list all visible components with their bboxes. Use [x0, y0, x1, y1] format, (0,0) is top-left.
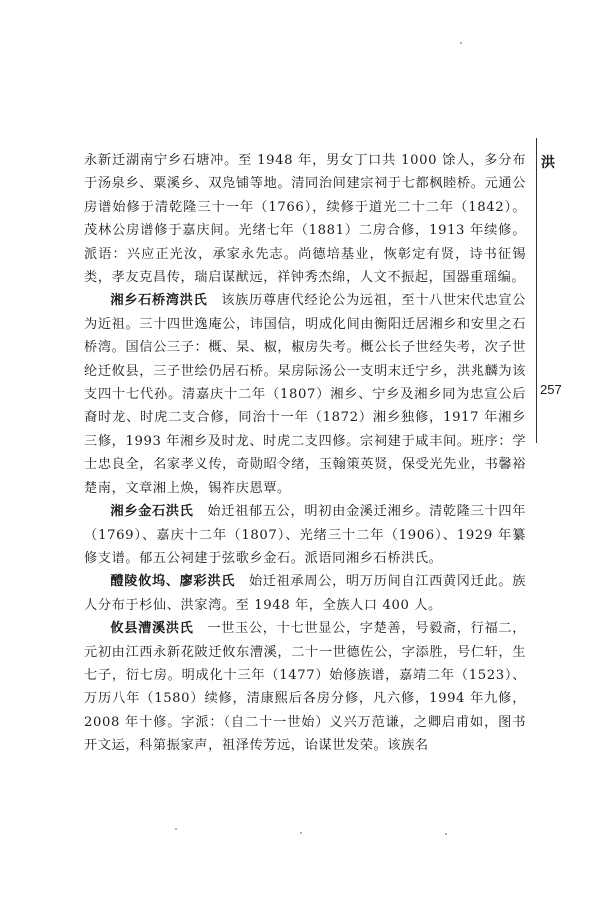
scan-speck	[445, 833, 447, 835]
paragraph	[84, 149, 526, 289]
paragraph	[84, 289, 526, 500]
paragraph-text: 该族历尊唐代经论公为远祖，至十八世宋代忠宣公为近祖。三十四世逸庵公，讳国信，明成化间由衡阳迁居湘乡和安里之石桥湾。国信公三子：概、杲、椒，椒房失考。概公长子世经失考，次子世纶迁攸县，三子世绘仍居石桥。杲房际汤公一支明末迁宁乡，洪兆麟为该支四十七代孙。清嘉庆十二年（1807）湘乡、宁乡及湘乡同为忠宣公后裔时龙、时虎二支合修，同治十一年（1872）湘乡独修，1917 年湘乡三修，1993 年湘乡及时龙、时虎二支四修。宗祠建于咸丰间。班序：学士忠良全，名家孝义传，奇勋昭令绪，玉翰策英贤，保受光先业，书馨裕楚南，文章湘上焕，锡祚庆恩覃。	[84, 293, 526, 496]
paragraph	[84, 617, 526, 757]
paragraph-text: 始迁祖承周公，明万历间自江西黄冈迁此。族人分布于杉仙、洪家湾。至 1948 年，全族人口 400 人。	[84, 574, 526, 613]
paragraph-text: 永新迁湖南宁乡石塘冲。至 1948 年，男女丁口共 1000 馀人，多分布于汤泉乡、粟溪乡、双凫铺等地。清同治间建宗祠于七都枫睦桥。元通公房谱始修于清乾隆三十一年（1766），续修于道光二十二年（1842）。茂林公房谱修于嘉庆间。光绪七年（1881）二房合修，1913 年续修。派语：兴应正光汝，承家永先志。尚德培基业，恢彰定有贤，诗书征锡类，孝友克昌传，瑞启谋猷远，祥钟秀杰绵，人文不振起，国器重瑶编。	[84, 153, 526, 286]
scan-speck	[175, 828, 177, 830]
paragraph	[84, 570, 526, 617]
scan-speck	[300, 832, 302, 834]
section-heading: 攸县漕溪洪氏	[110, 621, 194, 637]
paragraph	[84, 500, 526, 570]
margin-rule	[536, 138, 537, 443]
paragraph-text: 一世玉公，十七世显公，字楚善，号毅斋，行福二，元初由江西永新花陂迁攸东漕溪，二十一世德佐公，字添胜，号仁轩，生七子，衍七房。明成化十三年（1477）始修族谱，嘉靖二年（1523）、万历八年（1580）续修，清康熙后各房分修，凡六修，1994 年九修，2008 年十修。字派：（自二十一世始）义兴万范谦，之卿启甫如，图书开文运，科第振家声，祖泽传芳远，诒谋世发荣。该族名	[84, 621, 526, 754]
section-heading: 醴陵攸坞、廖彩洪氏	[110, 574, 236, 590]
section-heading: 湘乡石桥湾洪氏	[110, 293, 208, 309]
page-number: 257	[540, 382, 562, 397]
paragraph-text: 始迁祖郁五公，明初由金溪迁湘乡。清乾隆三十四年（1769）、嘉庆十二年（1807）、光绪三十二年（1906）、1929 年纂修支谱。郁五公祠建于弦歌乡金石。派语同湘乡石桥洪氏。	[84, 504, 526, 566]
body-text	[84, 149, 526, 758]
section-marker: 洪	[541, 155, 555, 171]
scan-speck	[460, 42, 462, 44]
section-heading: 湘乡金石洪氏	[110, 504, 194, 520]
